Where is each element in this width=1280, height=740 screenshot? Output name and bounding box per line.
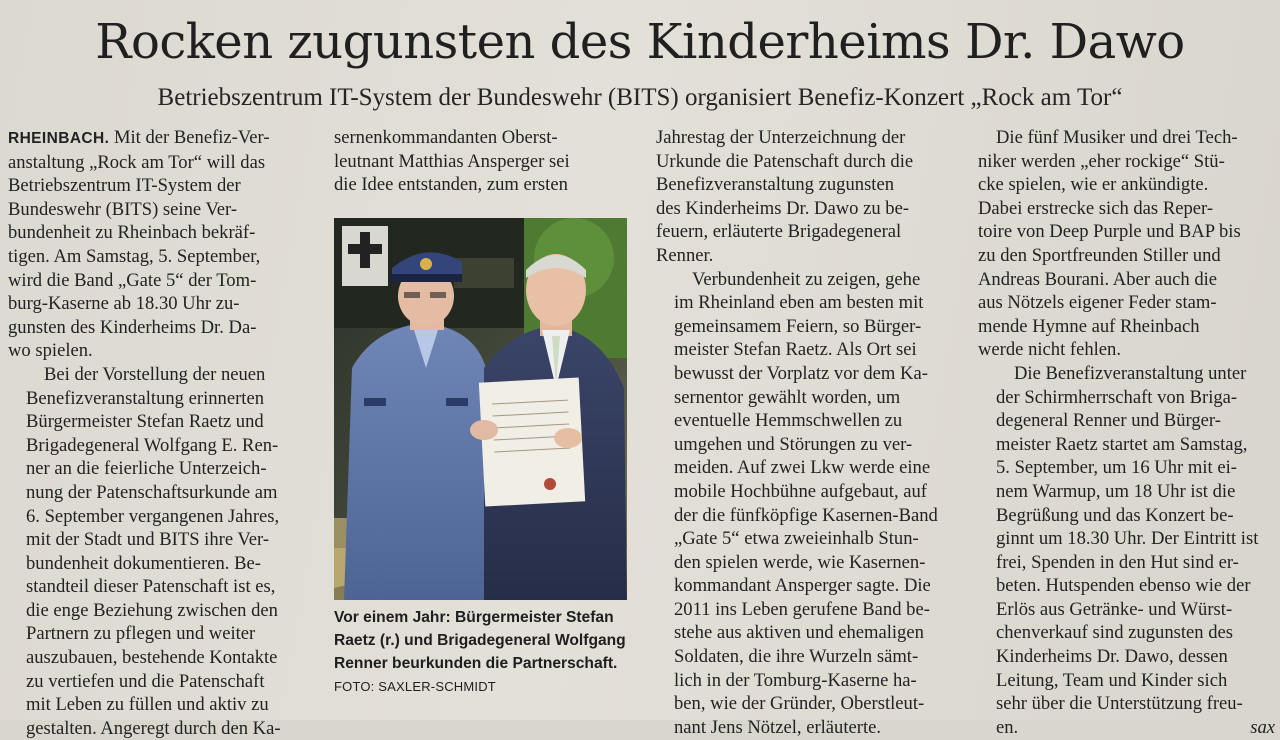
- dateline: RHEINBACH.: [8, 130, 110, 147]
- text-line: toire von Deep Purple und BAP bis: [978, 221, 1241, 243]
- text-line: auszubauen, bestehende Kontakte: [26, 647, 278, 669]
- text-line: cke spielen, wie er ankündigte.: [978, 174, 1209, 196]
- text-line: Renner.: [656, 244, 714, 266]
- text-line: Die fünf Musiker und drei Tech-: [996, 127, 1238, 148]
- paragraph: [656, 268, 952, 740]
- text-line: Verbundenheit zu zeigen, gehe: [692, 268, 921, 290]
- text-line: meister Raetz startet am Samstag,: [996, 433, 1248, 455]
- text-line: „Gate 5“ etwa zweieinhalb Stun-: [674, 528, 919, 550]
- text-line: im Rheinland eben am besten mit: [674, 292, 924, 314]
- caption-text: Vor einem Jahr: Bürgermeister Stefan Raetz (r.) und Brigadegeneral Wolfgang Renner beurkunden die Partnerschaft.: [334, 609, 626, 672]
- text-line: Begrüßung und das Konzert be-: [996, 504, 1234, 526]
- text-line: tigen. Am Samstag, 5. September,: [8, 245, 261, 267]
- text-line: Benefizveranstaltung zugunsten: [656, 174, 895, 196]
- text-line: sehr über die Unterstützung freu-: [996, 693, 1243, 715]
- text-line: Erlös aus Getränke- und Würst-: [996, 598, 1233, 620]
- text-line: aus Nötzels eigener Feder stam-: [978, 292, 1217, 314]
- text-line: sernenkommandanten Oberst-: [334, 127, 558, 148]
- paragraph: [8, 363, 304, 740]
- paragraph: [656, 126, 952, 268]
- text-line: RHEINBACH. Mit der Benefiz-Ver-: [8, 127, 270, 148]
- text-line: Andreas Bourani. Aber auch die: [978, 268, 1218, 290]
- text-line: Betriebszentrum IT-System der: [8, 175, 241, 197]
- text-line: Brigadegeneral Wolfgang E. Ren-: [26, 434, 279, 456]
- text-line: meiden. Auf zwei Lkw werde eine: [674, 457, 931, 479]
- text-line: leutnant Matthias Ansperger sei: [334, 150, 570, 172]
- text-line: 2011 ins Leben gerufene Band be-: [674, 598, 930, 620]
- text-line: Benefizveranstaltung erinnerten: [26, 387, 264, 409]
- text-line: mit der Stadt und BITS ihre Ver-: [26, 529, 270, 551]
- text-line: ben, wie der Gründer, Oberstleut-: [674, 693, 925, 715]
- paragraph: [978, 362, 1275, 740]
- text-line: gemeinsamem Feiern, so Bürger-: [674, 315, 922, 337]
- article-column-3: [656, 126, 952, 739]
- text-line: Bürgermeister Stefan Raetz und: [26, 411, 264, 433]
- text-line: den spielen werde, wie Kasernen-: [674, 551, 926, 573]
- text-line: Kinderheims Dr. Dawo, dessen: [996, 646, 1228, 668]
- text-line: der Schirmherrschaft von Briga-: [996, 386, 1238, 408]
- text-line: stehe aus aktiven und ehemaligen: [674, 622, 924, 644]
- text-line: der die fünfköpfige Kasernen-Band: [674, 504, 938, 526]
- photo-credit: FOTO: SAXLER-SCHMIDT: [334, 679, 496, 694]
- article-column-2: [334, 126, 630, 197]
- text-line: die enge Beziehung zwischen den: [26, 599, 278, 621]
- text-line: ginnt um 18.30 Uhr. Der Eintritt ist: [996, 528, 1259, 550]
- text-line: gestalten. Angeregt durch den Ka-: [26, 717, 281, 739]
- text-line: sernentor gewählt worden, um: [674, 386, 901, 408]
- text-line: Dabei erstrecke sich das Reper-: [978, 197, 1214, 219]
- text-line: feuern, erläuterte Brigadegeneral: [656, 221, 902, 243]
- text-line: ner an die feierliche Unterzeich-: [26, 458, 267, 480]
- text-line: burg-Kaserne ab 18.30 Uhr zu-: [8, 293, 240, 315]
- photo-caption: [334, 606, 630, 698]
- text-line: 6. September vergangenen Jahres,: [26, 505, 280, 527]
- headline: Rocken zugunsten des Kinderheims Dr. Dawo: [95, 14, 1185, 70]
- text-line: Partnern zu pflegen und weiter: [26, 623, 256, 645]
- paragraph: [334, 126, 630, 197]
- text-line: meister Stefan Raetz. Als Ort sei: [674, 339, 917, 361]
- text-line: mobile Hochbühne aufgebaut, auf: [674, 480, 927, 502]
- text-line: standteil dieser Patenschaft ist es,: [26, 576, 276, 598]
- text-line: Jahrestag der Unterzeichnung der: [656, 127, 906, 148]
- text-line: wird die Band „Gate 5“ der Tom-: [8, 269, 257, 291]
- text-line: Bei der Vorstellung der neuen: [44, 363, 266, 385]
- article-column-1: [8, 126, 304, 740]
- photo-illustration: [334, 218, 627, 600]
- text-line: Urkunde die Patenschaft durch die: [656, 150, 914, 172]
- text-line: nem Warmup, um 18 Uhr ist die: [996, 480, 1236, 502]
- text-line: bundenheit dokumentieren. Be-: [26, 552, 261, 574]
- author-signature: sax: [1250, 716, 1275, 738]
- paragraph: [8, 126, 304, 363]
- text-line: zu den Sportfreunden Stiller und: [978, 244, 1221, 266]
- text-line: Bundeswehr (BITS) seine Ver-: [8, 198, 238, 220]
- text-line: chenverkauf sind zugunsten des: [996, 622, 1233, 644]
- text-line: mende Hymne auf Rheinbach: [978, 315, 1200, 337]
- paragraph: [978, 126, 1275, 362]
- text-line: kommandant Ansperger sagte. Die: [674, 575, 931, 597]
- subheadline: Betriebszentrum IT-System der Bundeswehr (BITS) organisiert Benefiz-Konzert „Rock am Tor“: [157, 84, 1123, 111]
- text-line: des Kinderheims Dr. Dawo zu be-: [656, 197, 910, 219]
- text-line: frei, Spenden in den Hut sind er-: [996, 551, 1239, 573]
- text-line: Soldaten, die ihre Wurzeln sämt-: [674, 646, 919, 668]
- text-line: beten. Hutspenden ebenso wie der: [996, 575, 1251, 597]
- text-line: zu vertiefen und die Patenschaft: [26, 670, 265, 692]
- article-photo: [334, 218, 627, 600]
- text-line: niker werden „eher rockige“ Stü-: [978, 150, 1225, 172]
- text-line: 5. September, um 16 Uhr mit ei-: [996, 457, 1237, 479]
- text-line: nant Jens Nötzel, erläuterte.: [674, 716, 882, 738]
- text-line: bewusst der Vorplatz vor dem Ka-: [674, 362, 928, 384]
- text-line: eventuelle Hemmschwellen zu: [674, 410, 903, 432]
- text-line: mit Leben zu füllen und aktiv zu: [26, 694, 269, 716]
- text-line: nung der Patenschaftsurkunde am: [26, 481, 278, 503]
- text-line: wo spielen.: [8, 340, 93, 362]
- text-line: Die Benefizveranstaltung unter: [1014, 362, 1247, 384]
- text-line: lich in der Tomburg-Kaserne ha-: [674, 669, 917, 691]
- text-line: die Idee entstanden, zum ersten: [334, 174, 568, 196]
- text-line: bundenheit zu Rheinbach bekräf-: [8, 222, 256, 244]
- text-line: degeneral Renner und Bürger-: [996, 410, 1221, 432]
- text-line: werde nicht fehlen.: [978, 339, 1122, 361]
- text-line: Leitung, Team und Kinder sich: [996, 669, 1228, 691]
- text-line: umgehen und Störungen zu ver-: [674, 433, 913, 455]
- text-line: en. sax: [996, 716, 1275, 738]
- text-line: anstaltung „Rock am Tor“ will das: [8, 151, 266, 173]
- text-line: gunsten des Kinderheims Dr. Da-: [8, 316, 257, 338]
- article-column-4: [978, 126, 1275, 739]
